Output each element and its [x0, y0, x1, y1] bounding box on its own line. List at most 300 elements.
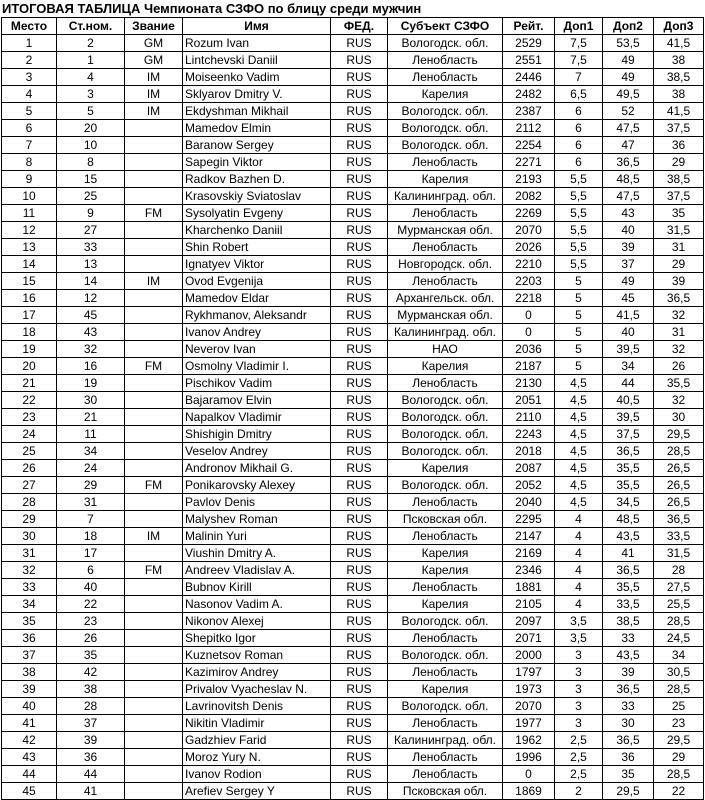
cell-start-number: 26 — [57, 630, 125, 647]
cell-place: 18 — [2, 324, 57, 341]
cell-rating: 2271 — [503, 154, 555, 171]
cell-place: 36 — [2, 630, 57, 647]
cell-place: 22 — [2, 392, 57, 409]
cell-place: 16 — [2, 290, 57, 307]
cell-name: Shishigin Dmitry — [183, 426, 331, 443]
page-title: ИТОГОВАЯ ТАБЛИЦА Чемпионата СЗФО по блицу среди мужчин — [2, 1, 422, 16]
cell-start-number: 33 — [57, 239, 125, 256]
cell-points: 5,5 — [555, 239, 603, 256]
cell-start-number: 9 — [57, 205, 125, 222]
cell-federation: RUS — [331, 341, 388, 358]
cell-points: 4 — [555, 545, 603, 562]
cell-title — [125, 698, 183, 715]
cell-title: FM — [125, 477, 183, 494]
cell-tiebreak-3: 28,5 — [654, 681, 704, 698]
cell-name: Privalov Vyacheslav N. — [183, 681, 331, 698]
cell-tiebreak-2: 35 — [603, 766, 654, 783]
cell-tiebreak-3: 38,5 — [654, 171, 704, 188]
cell-points: 2,5 — [555, 766, 603, 783]
cell-federation: RUS — [331, 205, 388, 222]
cell-federation: RUS — [331, 460, 388, 477]
cell-title — [125, 732, 183, 749]
cell-start-number: 30 — [57, 392, 125, 409]
table-row — [2, 511, 704, 528]
cell-place: 1 — [2, 35, 57, 52]
cell-tiebreak-3: 28,5 — [654, 766, 704, 783]
table-row — [2, 256, 704, 273]
cell-tiebreak-3: 30 — [654, 409, 704, 426]
cell-federation: RUS — [331, 511, 388, 528]
cell-rating: 2446 — [503, 69, 555, 86]
cell-points: 5 — [555, 324, 603, 341]
cell-name: Ponikarovsky Alexey — [183, 477, 331, 494]
cell-title — [125, 392, 183, 409]
cell-rating: 2070 — [503, 222, 555, 239]
cell-start-number: 21 — [57, 409, 125, 426]
table-row — [2, 664, 704, 681]
cell-place: 28 — [2, 494, 57, 511]
cell-title — [125, 596, 183, 613]
cell-tiebreak-2: 41,5 — [603, 307, 654, 324]
cell-start-number: 41 — [57, 783, 125, 800]
cell-tiebreak-3: 41,5 — [654, 103, 704, 120]
table-row — [2, 545, 704, 562]
cell-place: 13 — [2, 239, 57, 256]
cell-rating: 2295 — [503, 511, 555, 528]
cell-tiebreak-3: 41,5 — [654, 35, 704, 52]
cell-place: 38 — [2, 664, 57, 681]
cell-name: Arefiev Sergey Y — [183, 783, 331, 800]
table-row — [2, 715, 704, 732]
cell-federation: RUS — [331, 52, 388, 69]
cell-title — [125, 494, 183, 511]
cell-place: 45 — [2, 783, 57, 800]
cell-region: Мурманская обл. — [388, 307, 503, 324]
cell-region: Вологодск. обл. — [388, 698, 503, 715]
cell-tiebreak-2: 30 — [603, 715, 654, 732]
cell-points: 3 — [555, 664, 603, 681]
cell-points: 5 — [555, 358, 603, 375]
cell-rating: 2203 — [503, 273, 555, 290]
cell-place: 35 — [2, 613, 57, 630]
cell-title — [125, 409, 183, 426]
cell-region: Вологодск. обл. — [388, 613, 503, 630]
cell-place: 4 — [2, 86, 57, 103]
cell-tiebreak-2: 43,5 — [603, 647, 654, 664]
cell-title: IM — [125, 528, 183, 545]
cell-tiebreak-3: 25,5 — [654, 596, 704, 613]
cell-points: 6,5 — [555, 86, 603, 103]
cell-tiebreak-3: 29,5 — [654, 732, 704, 749]
table-row — [2, 103, 704, 120]
cell-tiebreak-3: 35,5 — [654, 375, 704, 392]
cell-tiebreak-3: 26,5 — [654, 460, 704, 477]
cell-tiebreak-3: 37,5 — [654, 120, 704, 137]
cell-start-number: 28 — [57, 698, 125, 715]
cell-title — [125, 290, 183, 307]
cell-points: 4,5 — [555, 375, 603, 392]
cell-start-number: 17 — [57, 545, 125, 562]
cell-title — [125, 341, 183, 358]
cell-federation: RUS — [331, 579, 388, 596]
cell-name: Kazimirov Andrey — [183, 664, 331, 681]
table-row — [2, 392, 704, 409]
cell-tiebreak-3: 32 — [654, 307, 704, 324]
cell-title — [125, 647, 183, 664]
cell-federation: RUS — [331, 630, 388, 647]
cell-name: Ignatyev Viktor — [183, 256, 331, 273]
cell-points: 4 — [555, 579, 603, 596]
cell-name: Gadzhiev Farid — [183, 732, 331, 749]
cell-title: IM — [125, 273, 183, 290]
cell-region: Карелия — [388, 171, 503, 188]
cell-region: Вологодск. обл. — [388, 477, 503, 494]
cell-region: Ленобласть — [388, 494, 503, 511]
cell-tiebreak-2: 43 — [603, 205, 654, 222]
cell-name: Malinin Yuri — [183, 528, 331, 545]
table-row — [2, 562, 704, 579]
table-row — [2, 528, 704, 545]
cell-start-number: 43 — [57, 324, 125, 341]
cell-points: 3 — [555, 647, 603, 664]
cell-region: Карелия — [388, 358, 503, 375]
cell-tiebreak-3: 26,5 — [654, 494, 704, 511]
table-row — [2, 290, 704, 307]
cell-place: 32 — [2, 562, 57, 579]
cell-tiebreak-2: 47,5 — [603, 120, 654, 137]
cell-name: Kharchenko Daniil — [183, 222, 331, 239]
cell-place: 44 — [2, 766, 57, 783]
cell-start-number: 36 — [57, 749, 125, 766]
cell-region: Мурманская обл. — [388, 222, 503, 239]
cell-place: 34 — [2, 596, 57, 613]
cell-federation: RUS — [331, 120, 388, 137]
cell-rating: 2071 — [503, 630, 555, 647]
cell-rating: 2040 — [503, 494, 555, 511]
cell-federation: RUS — [331, 545, 388, 562]
cell-title — [125, 715, 183, 732]
cell-place: 14 — [2, 256, 57, 273]
cell-tiebreak-3: 26 — [654, 358, 704, 375]
cell-rating: 0 — [503, 766, 555, 783]
table-row — [2, 494, 704, 511]
cell-tiebreak-2: 33,5 — [603, 596, 654, 613]
cell-points: 6 — [555, 154, 603, 171]
table-row — [2, 154, 704, 171]
cell-place: 26 — [2, 460, 57, 477]
cell-start-number: 27 — [57, 222, 125, 239]
table-row — [2, 188, 704, 205]
cell-start-number: 22 — [57, 596, 125, 613]
cell-start-number: 38 — [57, 681, 125, 698]
cell-name: Ekdyshman Mikhail — [183, 103, 331, 120]
cell-tiebreak-2: 48,5 — [603, 171, 654, 188]
cell-name: Ovod Evgenija — [183, 273, 331, 290]
cell-name: Napalkov Vladimir — [183, 409, 331, 426]
cell-federation: RUS — [331, 528, 388, 545]
cell-name: Nikonov Alexej — [183, 613, 331, 630]
cell-start-number: 6 — [57, 562, 125, 579]
cell-rating: 2269 — [503, 205, 555, 222]
cell-region: Ленобласть — [388, 52, 503, 69]
cell-federation: RUS — [331, 732, 388, 749]
cell-name: Malyshev Roman — [183, 511, 331, 528]
table-row — [2, 749, 704, 766]
cell-federation: RUS — [331, 239, 388, 256]
table-row — [2, 613, 704, 630]
cell-tiebreak-2: 36,5 — [603, 562, 654, 579]
cell-rating: 2097 — [503, 613, 555, 630]
cell-title — [125, 749, 183, 766]
cell-start-number: 19 — [57, 375, 125, 392]
cell-tiebreak-3: 31 — [654, 239, 704, 256]
cell-points: 4,5 — [555, 477, 603, 494]
cell-rating: 2210 — [503, 256, 555, 273]
cell-name: Shepitko Igor — [183, 630, 331, 647]
cell-points: 4 — [555, 528, 603, 545]
table-row — [2, 647, 704, 664]
cell-start-number: 10 — [57, 137, 125, 154]
cell-tiebreak-2: 44 — [603, 375, 654, 392]
cell-region: Вологодск. обл. — [388, 392, 503, 409]
cell-tiebreak-2: 49 — [603, 273, 654, 290]
cell-title — [125, 375, 183, 392]
table-row — [2, 596, 704, 613]
cell-region: Вологодск. обл. — [388, 120, 503, 137]
cell-title — [125, 545, 183, 562]
cell-name: Lintchevski Daniil — [183, 52, 331, 69]
cell-tiebreak-2: 41 — [603, 545, 654, 562]
cell-title — [125, 443, 183, 460]
standings-table — [1, 17, 704, 800]
cell-tiebreak-3: 39 — [654, 273, 704, 290]
header-tiebreak-2: Доп2 — [603, 18, 654, 35]
cell-place: 23 — [2, 409, 57, 426]
cell-place: 31 — [2, 545, 57, 562]
cell-tiebreak-2: 40 — [603, 324, 654, 341]
cell-rating: 2147 — [503, 528, 555, 545]
cell-region: Ленобласть — [388, 664, 503, 681]
header-region: Субъект СЗФО — [388, 18, 503, 35]
cell-name: Viushin Dmitry A. — [183, 545, 331, 562]
cell-tiebreak-3: 28,5 — [654, 443, 704, 460]
cell-rating: 2052 — [503, 477, 555, 494]
cell-start-number: 20 — [57, 120, 125, 137]
cell-tiebreak-3: 37,5 — [654, 188, 704, 205]
cell-place: 6 — [2, 120, 57, 137]
cell-name: Krasovskiy Sviatoslav — [183, 188, 331, 205]
cell-name: Rozum Ivan — [183, 35, 331, 52]
cell-tiebreak-3: 27,5 — [654, 579, 704, 596]
cell-title: FM — [125, 562, 183, 579]
cell-tiebreak-2: 34,5 — [603, 494, 654, 511]
cell-tiebreak-3: 33,5 — [654, 528, 704, 545]
cell-title — [125, 511, 183, 528]
cell-points: 4,5 — [555, 426, 603, 443]
cell-region: Псковская обл. — [388, 511, 503, 528]
header-federation: ФЕД. — [331, 18, 388, 35]
table-row — [2, 86, 704, 103]
cell-rating: 2218 — [503, 290, 555, 307]
cell-region: Карелия — [388, 562, 503, 579]
cell-tiebreak-3: 23 — [654, 715, 704, 732]
cell-points: 4,5 — [555, 443, 603, 460]
cell-tiebreak-3: 29,5 — [654, 426, 704, 443]
cell-federation: RUS — [331, 154, 388, 171]
cell-title: FM — [125, 358, 183, 375]
cell-region: Вологодск. обл. — [388, 137, 503, 154]
cell-tiebreak-2: 40,5 — [603, 392, 654, 409]
cell-name: Mamedov Elmin — [183, 120, 331, 137]
header-row — [2, 18, 704, 35]
cell-name: Baranow Sergey — [183, 137, 331, 154]
cell-rating: 2112 — [503, 120, 555, 137]
cell-tiebreak-2: 52 — [603, 103, 654, 120]
cell-tiebreak-3: 25 — [654, 698, 704, 715]
table-body — [2, 35, 704, 800]
cell-name: Radkov Bazhen D. — [183, 171, 331, 188]
cell-federation: RUS — [331, 766, 388, 783]
cell-tiebreak-3: 32 — [654, 392, 704, 409]
cell-name: Moiseenko Vadim — [183, 69, 331, 86]
cell-name: Veselov Andrey — [183, 443, 331, 460]
cell-federation: RUS — [331, 426, 388, 443]
cell-tiebreak-2: 49,5 — [603, 86, 654, 103]
cell-points: 3 — [555, 681, 603, 698]
cell-federation: RUS — [331, 596, 388, 613]
table-row — [2, 409, 704, 426]
cell-points: 6 — [555, 103, 603, 120]
table-row — [2, 579, 704, 596]
cell-region: Вологодск. обл. — [388, 103, 503, 120]
cell-title — [125, 460, 183, 477]
header-tiebreak-3: Доп3 — [654, 18, 704, 35]
cell-federation: RUS — [331, 783, 388, 800]
cell-region: Ленобласть — [388, 630, 503, 647]
cell-points: 3,5 — [555, 613, 603, 630]
cell-points: 7,5 — [555, 35, 603, 52]
cell-federation: RUS — [331, 664, 388, 681]
cell-place: 41 — [2, 715, 57, 732]
cell-points: 7,5 — [555, 52, 603, 69]
cell-rating: 2026 — [503, 239, 555, 256]
cell-name: Pischikov Vadim — [183, 375, 331, 392]
cell-name: Sklyarov Dmitry V. — [183, 86, 331, 103]
cell-name: Sapegin Viktor — [183, 154, 331, 171]
cell-tiebreak-3: 26,5 — [654, 477, 704, 494]
cell-tiebreak-2: 37 — [603, 256, 654, 273]
cell-title — [125, 630, 183, 647]
cell-start-number: 45 — [57, 307, 125, 324]
cell-federation: RUS — [331, 307, 388, 324]
cell-name: Bajaramov Elvin — [183, 392, 331, 409]
cell-tiebreak-2: 35,5 — [603, 477, 654, 494]
table-row — [2, 426, 704, 443]
cell-rating: 2193 — [503, 171, 555, 188]
cell-start-number: 3 — [57, 86, 125, 103]
cell-rating: 2087 — [503, 460, 555, 477]
cell-name: Moroz Yury N. — [183, 749, 331, 766]
cell-tiebreak-3: 28 — [654, 562, 704, 579]
cell-tiebreak-2: 53,5 — [603, 35, 654, 52]
cell-points: 2,5 — [555, 732, 603, 749]
cell-points: 6 — [555, 137, 603, 154]
cell-points: 4,5 — [555, 409, 603, 426]
cell-rating: 2000 — [503, 647, 555, 664]
cell-place: 5 — [2, 103, 57, 120]
cell-rating: 2169 — [503, 545, 555, 562]
cell-federation: RUS — [331, 494, 388, 511]
cell-name: Ivanov Andrey — [183, 324, 331, 341]
cell-start-number: 40 — [57, 579, 125, 596]
cell-region: Ленобласть — [388, 154, 503, 171]
cell-start-number: 34 — [57, 443, 125, 460]
cell-place: 10 — [2, 188, 57, 205]
cell-title — [125, 783, 183, 800]
cell-title — [125, 256, 183, 273]
cell-place: 12 — [2, 222, 57, 239]
cell-tiebreak-2: 29,5 — [603, 783, 654, 800]
cell-region: Ленобласть — [388, 205, 503, 222]
cell-place: 15 — [2, 273, 57, 290]
cell-place: 43 — [2, 749, 57, 766]
table-row — [2, 52, 704, 69]
cell-place: 3 — [2, 69, 57, 86]
cell-region: Карелия — [388, 545, 503, 562]
cell-points: 5,5 — [555, 222, 603, 239]
cell-points: 3 — [555, 715, 603, 732]
table-row — [2, 358, 704, 375]
cell-federation: RUS — [331, 749, 388, 766]
cell-tiebreak-2: 39,5 — [603, 409, 654, 426]
cell-start-number: 5 — [57, 103, 125, 120]
cell-tiebreak-3: 38 — [654, 52, 704, 69]
cell-start-number: 1 — [57, 52, 125, 69]
cell-region: Ленобласть — [388, 273, 503, 290]
cell-rating: 2130 — [503, 375, 555, 392]
cell-region: Карелия — [388, 596, 503, 613]
cell-points: 5,5 — [555, 171, 603, 188]
cell-tiebreak-3: 24,5 — [654, 630, 704, 647]
cell-place: 27 — [2, 477, 57, 494]
cell-region: Вологодск. обл. — [388, 409, 503, 426]
cell-tiebreak-3: 29 — [654, 154, 704, 171]
table-row — [2, 69, 704, 86]
cell-rating: 0 — [503, 307, 555, 324]
cell-name: Nasonov Vadim A. — [183, 596, 331, 613]
cell-title: GM — [125, 52, 183, 69]
cell-name: Neverov Ivan — [183, 341, 331, 358]
cell-name: Andronov Mikhail G. — [183, 460, 331, 477]
table-row — [2, 120, 704, 137]
cell-rating: 2551 — [503, 52, 555, 69]
table-row — [2, 630, 704, 647]
cell-tiebreak-2: 36 — [603, 749, 654, 766]
cell-points: 4,5 — [555, 494, 603, 511]
cell-title: IM — [125, 69, 183, 86]
cell-region: Калининград. обл. — [388, 324, 503, 341]
cell-tiebreak-3: 30,5 — [654, 664, 704, 681]
cell-title — [125, 239, 183, 256]
cell-region: Вологодск. обл. — [388, 443, 503, 460]
cell-rating: 1881 — [503, 579, 555, 596]
cell-region: Вологодск. обл. — [388, 426, 503, 443]
header-title: Звание — [125, 18, 183, 35]
table-row — [2, 171, 704, 188]
cell-rating: 2018 — [503, 443, 555, 460]
table-row — [2, 732, 704, 749]
table-row — [2, 273, 704, 290]
